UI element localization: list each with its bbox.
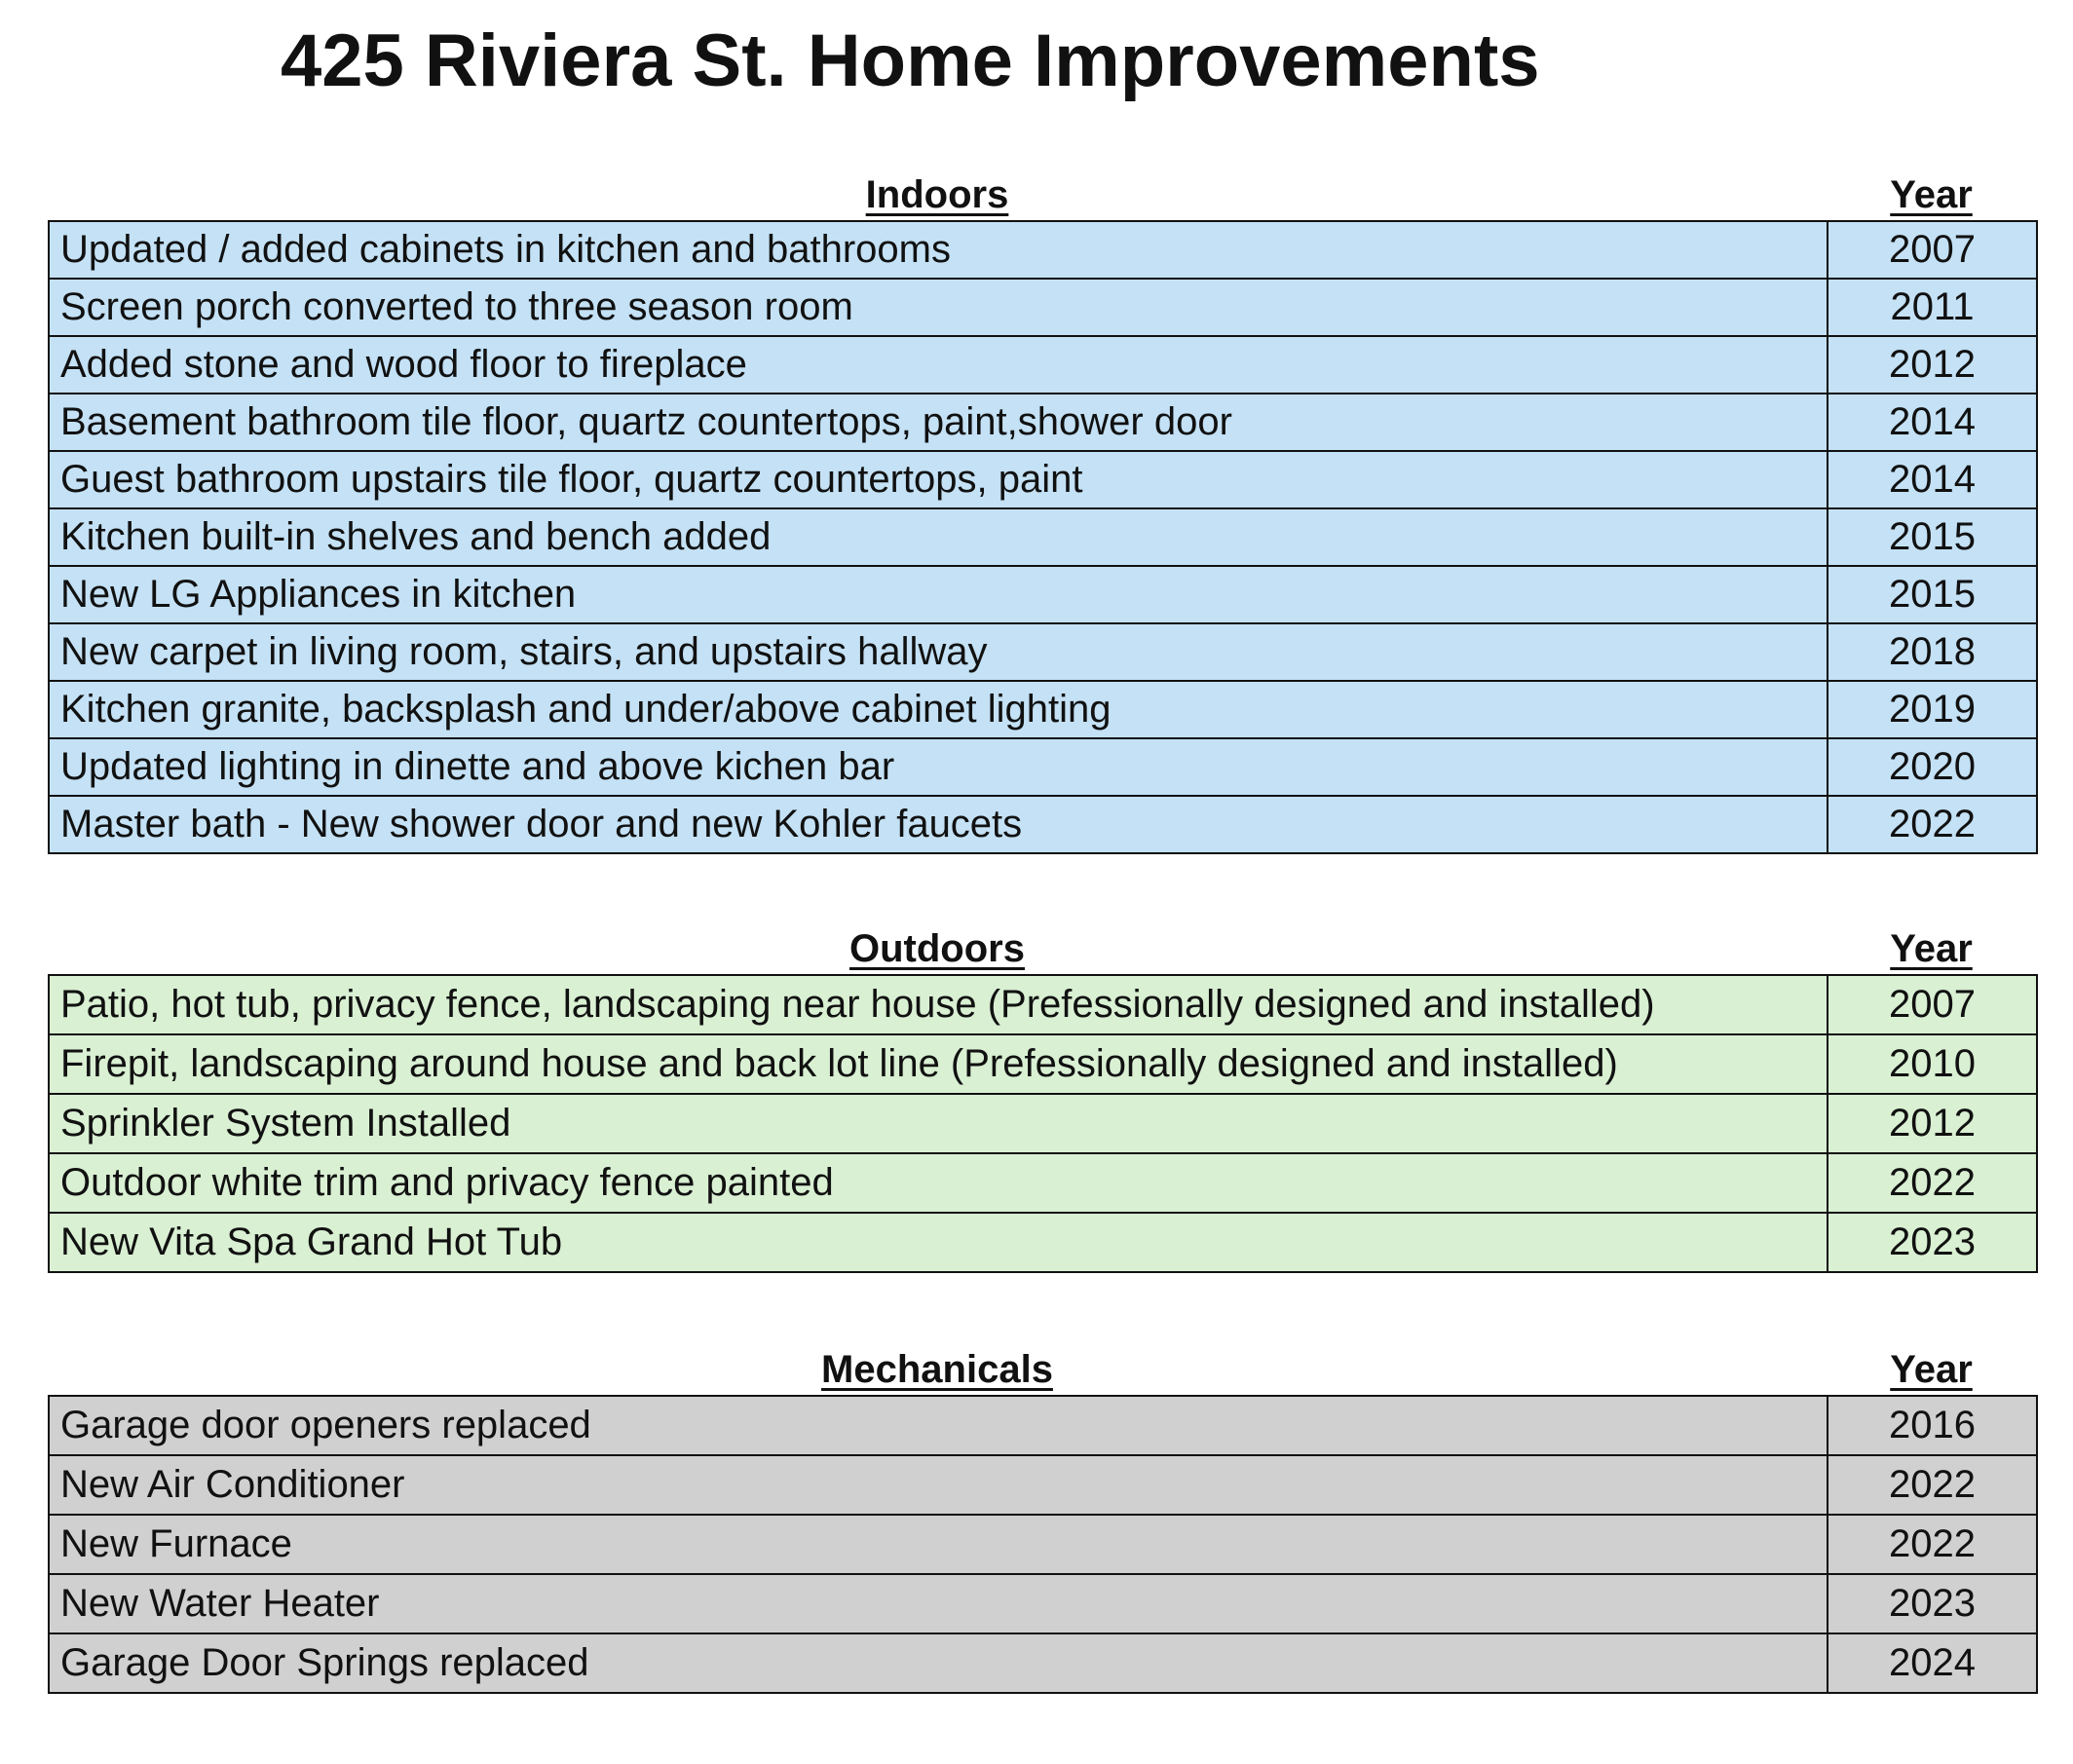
improvement-description: New Vita Spa Grand Hot Tub [49, 1213, 1828, 1272]
improvement-year: 2016 [1828, 1396, 2037, 1455]
indoors-section [48, 169, 2036, 854]
outdoors-table [48, 974, 2038, 1273]
improvement-description: New LG Appliances in kitchen [49, 566, 1828, 623]
improvement-description: Screen porch converted to three season room [49, 279, 1828, 336]
table-row [49, 1455, 2037, 1515]
outdoors-year-heading: Year [1890, 927, 1973, 970]
table-row [49, 1396, 2037, 1455]
table-row [49, 221, 2037, 279]
improvement-year: 2020 [1828, 738, 2037, 796]
table-row [49, 566, 2037, 623]
mechanicals-year-heading: Year [1890, 1348, 1973, 1391]
mechanicals-header [48, 1344, 2036, 1395]
improvement-description: Basement bathroom tile floor, quartz countertops, paint,shower door [49, 394, 1828, 451]
table-row [49, 336, 2037, 394]
improvement-year: 2022 [1828, 1153, 2037, 1213]
improvement-description: New carpet in living room, stairs, and upstairs hallway [49, 623, 1828, 681]
indoors-header [48, 169, 2036, 220]
table-row [49, 681, 2037, 738]
table-row [49, 623, 2037, 681]
improvement-description: New Water Heater [49, 1574, 1828, 1633]
indoors-heading: Indoors [865, 173, 1009, 216]
mechanicals-heading: Mechanicals [821, 1348, 1053, 1391]
improvement-year: 2014 [1828, 451, 2037, 508]
mechanicals-section [48, 1344, 2036, 1694]
improvement-year: 2015 [1828, 508, 2037, 566]
improvement-year: 2019 [1828, 681, 2037, 738]
indoors-table [48, 220, 2038, 854]
table-row [49, 508, 2037, 566]
improvement-year: 2012 [1828, 1094, 2037, 1153]
improvement-year: 2023 [1828, 1213, 2037, 1272]
improvement-description: Kitchen built-in shelves and bench added [49, 508, 1828, 566]
table-row [49, 738, 2037, 796]
improvement-year: 2015 [1828, 566, 2037, 623]
improvement-description: New Air Conditioner [49, 1455, 1828, 1515]
improvement-year: 2023 [1828, 1574, 2037, 1633]
improvement-year: 2014 [1828, 394, 2037, 451]
improvement-description: Garage door openers replaced [49, 1396, 1828, 1455]
improvement-description: Outdoor white trim and privacy fence painted [49, 1153, 1828, 1213]
table-row [49, 1574, 2037, 1633]
improvement-year: 2022 [1828, 1515, 2037, 1574]
outdoors-section [48, 923, 2036, 1273]
table-row [49, 394, 2037, 451]
improvement-year: 2018 [1828, 623, 2037, 681]
improvement-year: 2022 [1828, 796, 2037, 853]
table-row [49, 1094, 2037, 1153]
improvement-description: Updated lighting in dinette and above kichen bar [49, 738, 1828, 796]
table-row [49, 1213, 2037, 1272]
improvement-description: Updated / added cabinets in kitchen and bathrooms [49, 221, 1828, 279]
improvement-description: Added stone and wood floor to fireplace [49, 336, 1828, 394]
mechanicals-table [48, 1395, 2038, 1694]
improvement-year: 2010 [1828, 1034, 2037, 1094]
improvement-description: Sprinkler System Installed [49, 1094, 1828, 1153]
table-row [49, 1153, 2037, 1213]
improvement-year: 2022 [1828, 1455, 2037, 1515]
outdoors-header [48, 923, 2036, 974]
table-row [49, 1515, 2037, 1574]
table-row [49, 1034, 2037, 1094]
improvement-description: Master bath - New shower door and new Kohler faucets [49, 796, 1828, 853]
table-row [49, 975, 2037, 1034]
improvement-description: New Furnace [49, 1515, 1828, 1574]
indoors-year-heading: Year [1890, 173, 1973, 216]
improvement-year: 2007 [1828, 221, 2037, 279]
improvement-description: Firepit, landscaping around house and back lot line (Prefessionally designed and installed) [49, 1034, 1828, 1094]
improvement-year: 2011 [1828, 279, 2037, 336]
improvement-description: Garage Door Springs replaced [49, 1633, 1828, 1693]
outdoors-heading: Outdoors [849, 927, 1025, 970]
improvement-description: Patio, hot tub, privacy fence, landscaping near house (Prefessionally designed and installed) [49, 975, 1828, 1034]
improvement-year: 2012 [1828, 336, 2037, 394]
table-row [49, 796, 2037, 853]
improvement-description: Guest bathroom upstairs tile floor, quartz countertops, paint [49, 451, 1828, 508]
table-row [49, 451, 2037, 508]
improvement-description: Kitchen granite, backsplash and under/above cabinet lighting [49, 681, 1828, 738]
table-row [49, 279, 2037, 336]
page-title: 425 Riviera St. Home Improvements [281, 19, 1540, 102]
improvement-year: 2007 [1828, 975, 2037, 1034]
improvement-year: 2024 [1828, 1633, 2037, 1693]
table-row [49, 1633, 2037, 1693]
